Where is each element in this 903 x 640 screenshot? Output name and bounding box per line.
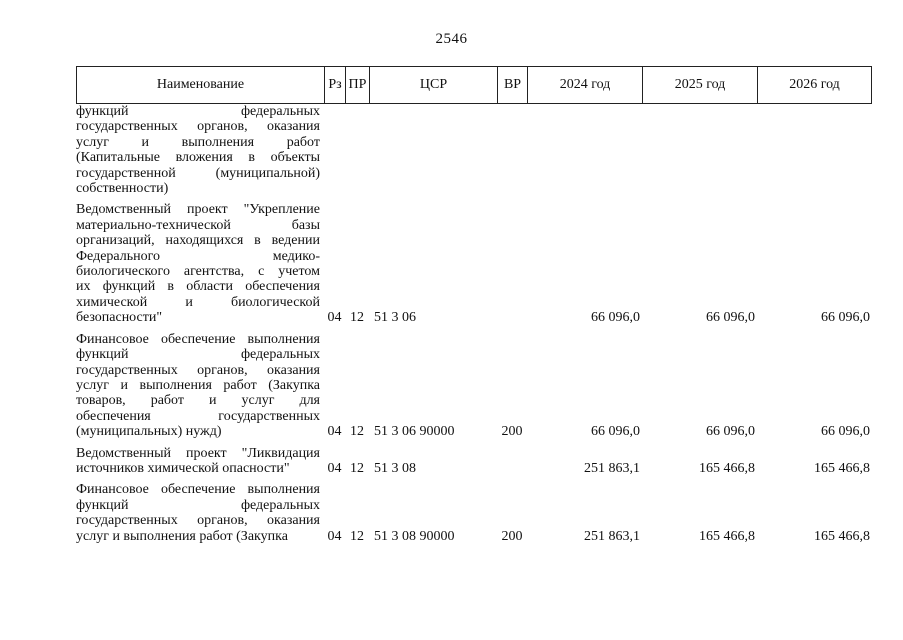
row-name-line: Ведомственный проект "Укрепление bbox=[76, 202, 320, 218]
row-name-line: государственной (муниципальной) bbox=[76, 165, 320, 181]
row-name-line: (муниципальных) нужд) bbox=[76, 424, 222, 440]
row-name-line: химической и биологической bbox=[76, 294, 320, 310]
cell-csr: 51 3 06 bbox=[374, 310, 416, 326]
row-name-line: государственных органов, оказания bbox=[76, 513, 320, 529]
cell-pr: 12 bbox=[350, 424, 364, 440]
row-name-line: обеспечения государственных bbox=[76, 408, 320, 424]
table-row bbox=[76, 104, 872, 196]
page-number: 2546 bbox=[435, 31, 468, 47]
cell-pr: 12 bbox=[350, 460, 364, 476]
cell-rz: 04 bbox=[327, 528, 342, 544]
cell-2025: 66 096,0 bbox=[706, 424, 755, 440]
row-name-line: Финансовое обеспечение выполнения bbox=[76, 482, 320, 498]
cell-csr: 51 3 08 90000 bbox=[374, 528, 455, 544]
cell-vr: 200 bbox=[501, 424, 523, 440]
header-name: Наименование bbox=[76, 67, 324, 103]
cell-2024: 66 096,0 bbox=[591, 424, 640, 440]
row-name bbox=[76, 482, 324, 544]
table-row bbox=[76, 446, 872, 477]
cell-rz: 04 bbox=[327, 424, 342, 440]
cell-2026: 66 096,0 bbox=[821, 424, 870, 440]
row-name-line: услуг и выполнения работ (Закупка bbox=[76, 377, 320, 393]
cell-2026: 165 466,8 bbox=[814, 460, 870, 476]
header-rz: Рз bbox=[324, 67, 345, 103]
row-name-line: Федерального медико- bbox=[76, 248, 320, 264]
row-name-line: функций федеральных bbox=[76, 104, 320, 119]
cell-csr: 51 3 06 90000 bbox=[374, 424, 455, 440]
table-body bbox=[76, 104, 872, 550]
table-row bbox=[76, 482, 872, 544]
row-name-line: функций федеральных bbox=[76, 347, 320, 363]
row-name-line: материально-технической базы bbox=[76, 217, 320, 233]
row-name-line: функций федеральных bbox=[76, 497, 320, 513]
table-row bbox=[76, 332, 872, 440]
row-name bbox=[76, 332, 324, 440]
row-name-line: государственных органов, оказания bbox=[76, 362, 320, 378]
header-vr: ВР bbox=[497, 67, 527, 103]
header-year-2026: 2026 год bbox=[757, 67, 872, 103]
header-year-2024: 2024 год bbox=[527, 67, 642, 103]
row-name-line: их функций в области обеспечения bbox=[76, 279, 320, 295]
row-name-line: Ведомственный проект "Ликвидация bbox=[76, 445, 320, 461]
row-name-line: источников химической опасности" bbox=[76, 460, 290, 476]
cell-2024: 251 863,1 bbox=[584, 460, 640, 476]
cell-2025: 165 466,8 bbox=[699, 460, 755, 476]
row-name bbox=[76, 446, 324, 477]
header-year-2025: 2025 год bbox=[642, 67, 757, 103]
row-name-line: безопасности" bbox=[76, 310, 163, 326]
cell-2024: 251 863,1 bbox=[584, 528, 640, 544]
row-name-line: услуг и выполнения работ bbox=[76, 134, 320, 150]
cell-2025: 165 466,8 bbox=[699, 528, 755, 544]
row-name-line: товаров, работ и услуг для bbox=[76, 393, 320, 409]
cell-2026: 165 466,8 bbox=[814, 528, 870, 544]
table-header bbox=[76, 66, 872, 104]
header-pr: ПР bbox=[345, 67, 369, 103]
cell-pr: 12 bbox=[350, 528, 364, 544]
cell-2024: 66 096,0 bbox=[591, 310, 640, 326]
cell-csr: 51 3 08 bbox=[374, 460, 416, 476]
row-name-line: (Капитальные вложения в объекты bbox=[76, 150, 320, 166]
row-name-line: Финансовое обеспечение выполнения bbox=[76, 331, 320, 347]
row-name bbox=[76, 104, 324, 196]
table-row bbox=[76, 202, 872, 325]
cell-rz: 04 bbox=[327, 460, 342, 476]
row-name-line: собственности) bbox=[76, 181, 169, 197]
row-name bbox=[76, 202, 324, 325]
cell-vr: 200 bbox=[501, 528, 523, 544]
row-name-line: услуг и выполнения работ (Закупка bbox=[76, 528, 288, 544]
row-name-line: биологического агентства, с учетом bbox=[76, 264, 320, 280]
cell-rz: 04 bbox=[327, 310, 342, 326]
row-name-line: организаций, находящихся в ведении bbox=[76, 233, 320, 249]
cell-2026: 66 096,0 bbox=[821, 310, 870, 326]
row-name-line: государственных органов, оказания bbox=[76, 119, 320, 135]
cell-2025: 66 096,0 bbox=[706, 310, 755, 326]
cell-pr: 12 bbox=[350, 310, 364, 326]
header-csr: ЦСР bbox=[369, 67, 497, 103]
